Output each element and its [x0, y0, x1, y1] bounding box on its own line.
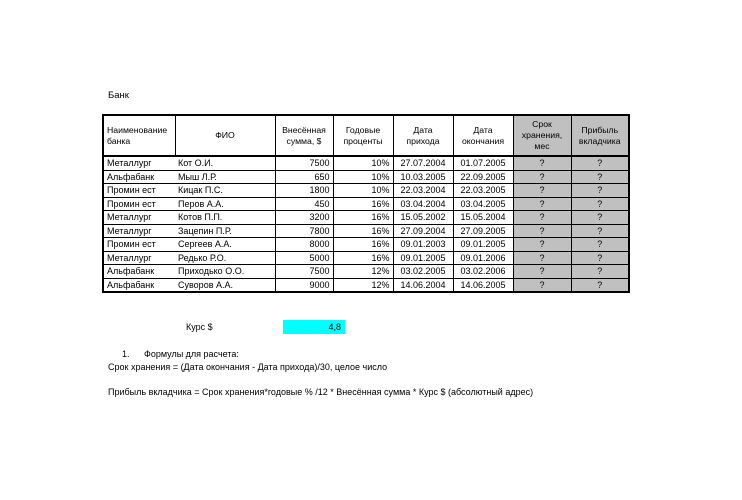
storage-term-cell[interactable]: ? — [513, 224, 571, 238]
fio-cell[interactable]: Кицак П.С. — [175, 184, 275, 198]
end-date-cell[interactable]: 03.04.2005 — [453, 197, 513, 211]
formula-heading-text: Формулы для расчета: — [144, 349, 239, 359]
end-date-cell[interactable]: 22.09.2005 — [453, 170, 513, 184]
deposit-amount-cell[interactable]: 3200 — [275, 211, 333, 225]
deposit-amount-cell[interactable]: 7800 — [275, 224, 333, 238]
rate-value: 4,8 — [328, 322, 341, 332]
annual-percent-cell[interactable]: 16% — [333, 211, 393, 225]
fio-cell[interactable]: Редько Р.О. — [175, 251, 275, 265]
profit-formula: Прибыль вкладчика = Срок хранения*годовые % /12 * Внесённая сумма * Курс $ (абсолютный адрес) — [108, 387, 534, 397]
sheet-title: Банк — [108, 90, 129, 101]
deposit-amount-cell[interactable]: 1800 — [275, 184, 333, 198]
end-date-cell[interactable]: 09.01.2005 — [453, 238, 513, 252]
bank-name-cell[interactable]: Металлург — [103, 156, 175, 170]
table-row — [103, 156, 629, 170]
table-row — [103, 238, 629, 252]
arrival-date-cell[interactable]: 10.03.2005 — [393, 170, 453, 184]
table-row — [103, 170, 629, 184]
col-header-end-date[interactable]: Дата окончания — [453, 115, 513, 156]
fio-cell[interactable]: Суворов А.А. — [175, 278, 275, 292]
depositor-profit-cell[interactable]: ? — [571, 170, 629, 184]
annual-percent-cell[interactable]: 10% — [333, 156, 393, 170]
fio-cell[interactable]: Мыш Л.Р. — [175, 170, 275, 184]
table-header-row — [103, 115, 629, 156]
depositor-profit-cell[interactable]: ? — [571, 184, 629, 198]
annual-percent-cell[interactable]: 12% — [333, 278, 393, 292]
formula-heading — [122, 349, 239, 359]
fio-cell[interactable]: Приходько О.О. — [175, 265, 275, 279]
bank-name-cell[interactable]: Промин ест — [103, 184, 175, 198]
depositor-profit-cell[interactable]: ? — [571, 265, 629, 279]
table-body — [103, 156, 629, 292]
arrival-date-cell[interactable]: 14.06.2004 — [393, 278, 453, 292]
storage-term-cell[interactable]: ? — [513, 184, 571, 198]
storage-term-cell[interactable]: ? — [513, 265, 571, 279]
deposit-amount-cell[interactable]: 650 — [275, 170, 333, 184]
arrival-date-cell[interactable]: 22.03.2004 — [393, 184, 453, 198]
rate-label: Курс $ — [186, 322, 213, 332]
storage-term-cell[interactable]: ? — [513, 251, 571, 265]
storage-term-cell[interactable]: ? — [513, 211, 571, 225]
arrival-date-cell[interactable]: 27.09.2004 — [393, 224, 453, 238]
deposit-amount-cell[interactable]: 9000 — [275, 278, 333, 292]
storage-term-cell[interactable]: ? — [513, 170, 571, 184]
bank-deposits-table — [102, 114, 630, 293]
term-formula: Срок хранения = (Дата окончания - Дата прихода)/30, целое число — [108, 362, 388, 372]
col-header-arrival-date[interactable]: Дата прихода — [393, 115, 453, 156]
deposit-amount-cell[interactable]: 8000 — [275, 238, 333, 252]
arrival-date-cell[interactable]: 03.04.2004 — [393, 197, 453, 211]
deposit-amount-cell[interactable]: 450 — [275, 197, 333, 211]
col-header-deposit-amount[interactable]: Внесённая сумма, $ — [275, 115, 333, 156]
table-row — [103, 278, 629, 292]
end-date-cell[interactable]: 14.06.2005 — [453, 278, 513, 292]
deposit-amount-cell[interactable]: 5000 — [275, 251, 333, 265]
deposit-amount-cell[interactable]: 7500 — [275, 156, 333, 170]
storage-term-cell[interactable]: ? — [513, 278, 571, 292]
deposit-amount-cell[interactable]: 7500 — [275, 265, 333, 279]
fio-cell[interactable]: Котов П.П. — [175, 211, 275, 225]
fio-cell[interactable]: Зацепин П.Р. — [175, 224, 275, 238]
end-date-cell[interactable]: 22.03.2005 — [453, 184, 513, 198]
table-row — [103, 224, 629, 238]
storage-term-cell[interactable]: ? — [513, 156, 571, 170]
bank-name-cell[interactable]: Металлург — [103, 211, 175, 225]
depositor-profit-cell[interactable]: ? — [571, 278, 629, 292]
annual-percent-cell[interactable]: 16% — [333, 238, 393, 252]
storage-term-cell[interactable]: ? — [513, 238, 571, 252]
bank-name-cell[interactable]: Альфабанк — [103, 265, 175, 279]
bank-name-cell[interactable]: Промин ест — [103, 238, 175, 252]
col-header-annual-percent[interactable]: Годовые проценты — [333, 115, 393, 156]
table-row — [103, 251, 629, 265]
rate-value-cell[interactable] — [283, 320, 345, 334]
bank-name-cell[interactable]: Промин ест — [103, 197, 175, 211]
formula-heading-number: 1. — [122, 349, 130, 359]
depositor-profit-cell[interactable]: ? — [571, 224, 629, 238]
bank-name-cell[interactable]: Альфабанк — [103, 278, 175, 292]
table-row — [103, 265, 629, 279]
arrival-date-cell[interactable]: 15.05.2002 — [393, 211, 453, 225]
annual-percent-cell[interactable]: 16% — [333, 197, 393, 211]
end-date-cell[interactable]: 27.09.2005 — [453, 224, 513, 238]
table-row — [103, 211, 629, 225]
depositor-profit-cell[interactable]: ? — [571, 251, 629, 265]
fio-cell[interactable]: Сергеев А.А. — [175, 238, 275, 252]
arrival-date-cell[interactable]: 03.02.2005 — [393, 265, 453, 279]
end-date-cell[interactable]: 15.05.2004 — [453, 211, 513, 225]
arrival-date-cell[interactable]: 27.07.2004 — [393, 156, 453, 170]
annual-percent-cell[interactable]: 10% — [333, 170, 393, 184]
arrival-date-cell[interactable]: 09.01.2005 — [393, 251, 453, 265]
end-date-cell[interactable]: 01.07.2005 — [453, 156, 513, 170]
depositor-profit-cell[interactable]: ? — [571, 211, 629, 225]
annual-percent-cell[interactable]: 16% — [333, 224, 393, 238]
col-header-bank-name[interactable]: Наименование банка — [103, 115, 175, 156]
end-date-cell[interactable]: 09.01.2006 — [453, 251, 513, 265]
annual-percent-cell[interactable]: 16% — [333, 251, 393, 265]
bank-name-cell[interactable]: Металлург — [103, 251, 175, 265]
bank-name-cell[interactable]: Альфабанк — [103, 170, 175, 184]
table-row — [103, 184, 629, 198]
fio-cell[interactable]: Кот О.И. — [175, 156, 275, 170]
arrival-date-cell[interactable]: 09.01.2003 — [393, 238, 453, 252]
end-date-cell[interactable]: 03.02.2006 — [453, 265, 513, 279]
fio-cell[interactable]: Перов А.А. — [175, 197, 275, 211]
depositor-profit-cell[interactable]: ? — [571, 197, 629, 211]
annual-percent-cell[interactable]: 12% — [333, 265, 393, 279]
col-header-depositor-profit[interactable]: Прибыль вкладчика — [571, 115, 629, 156]
table-row — [103, 197, 629, 211]
col-header-fio[interactable]: ФИО — [175, 115, 275, 156]
storage-term-cell[interactable]: ? — [513, 197, 571, 211]
depositor-profit-cell[interactable]: ? — [571, 156, 629, 170]
col-header-storage-term[interactable]: Срок хранения, мес — [513, 115, 571, 156]
depositor-profit-cell[interactable]: ? — [571, 238, 629, 252]
bank-name-cell[interactable]: Металлург — [103, 224, 175, 238]
annual-percent-cell[interactable]: 10% — [333, 184, 393, 198]
